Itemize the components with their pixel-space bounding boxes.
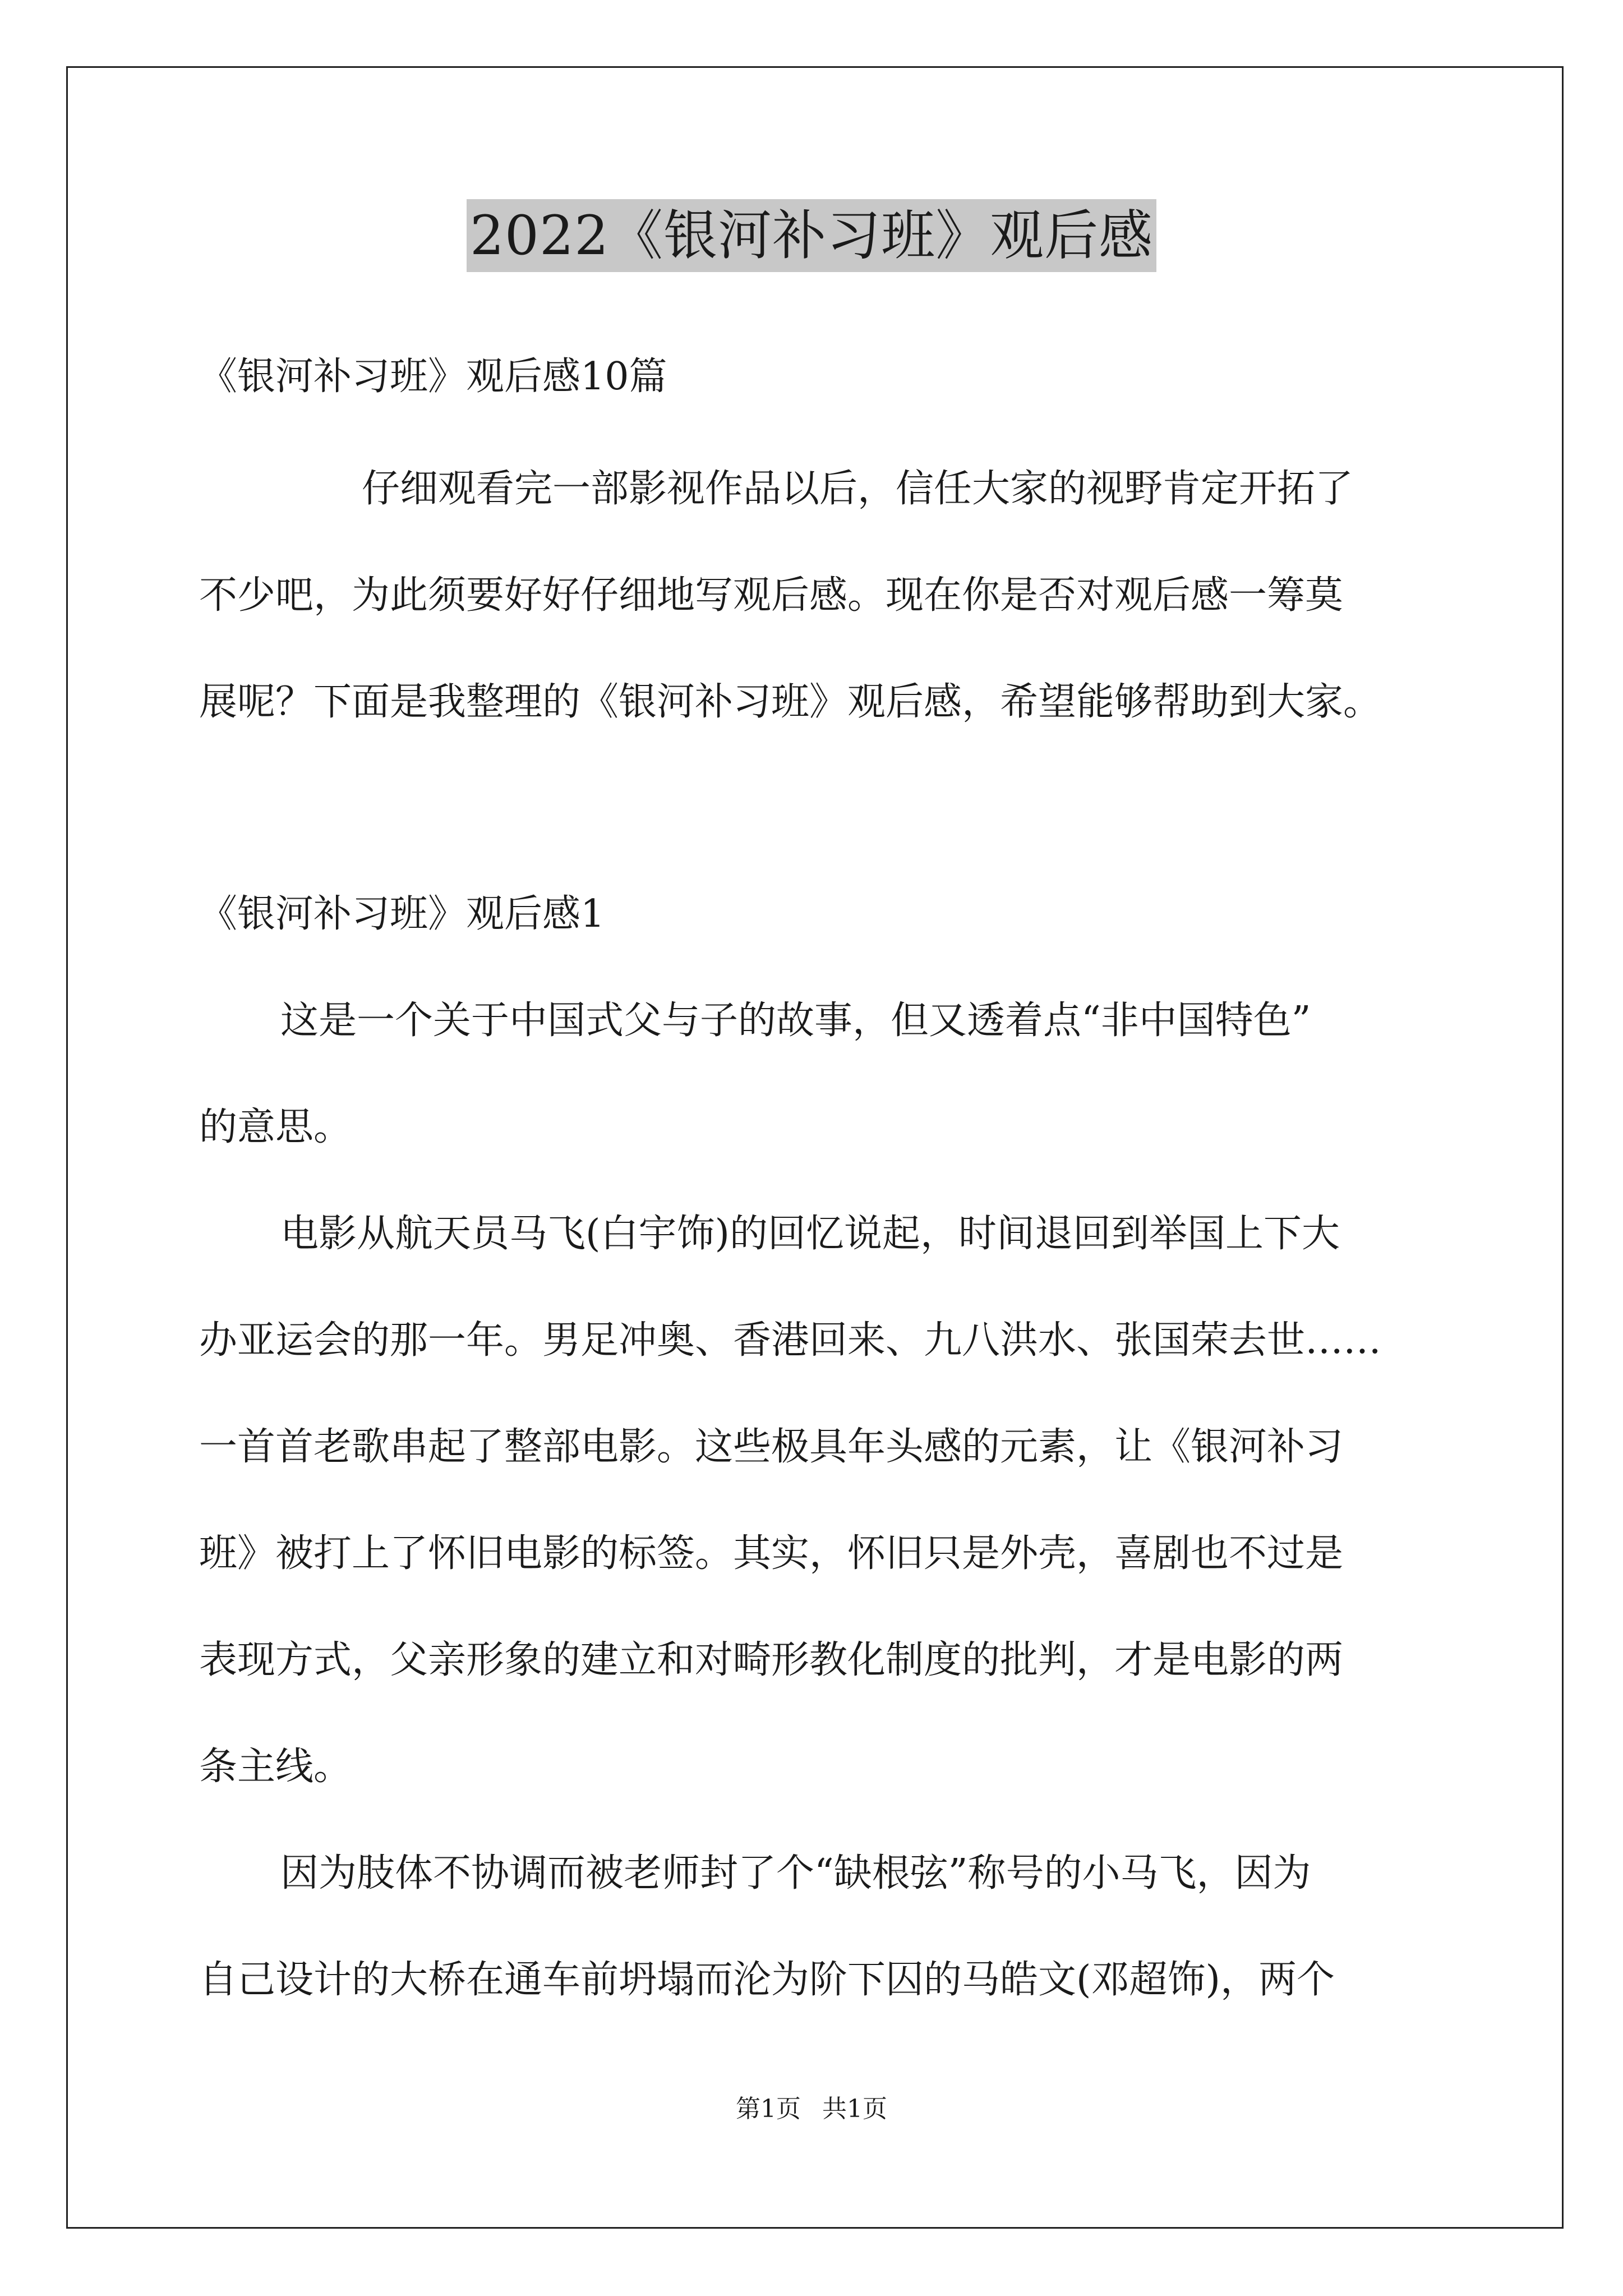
paragraph3-line-1: 因为肢体不协调而被老师封了个“缺根弦”称号的小马飞，因为 [280,1851,1311,1895]
paragraph3-line-2: 自己设计的大桥在通车前坍塌而沦为阶下囚的马皓文(邓超饰)，两个 [199,1958,1335,2002]
page-footer [0,2092,1623,2126]
section-heading: 《银河补习班》观后感1 [199,892,605,936]
subtitle: 《银河补习班》观后感10篇 [199,355,667,399]
paragraph2-line-1: 电影从航天员马飞(白宇饰)的回忆说起，时间退回到举国上下大 [280,1212,1340,1256]
paragraph1-line-1: 这是一个关于中国式父与子的故事，但又透着点“非中国特色” [280,999,1311,1043]
paragraph2-line-4: 班》被打上了怀旧电影的标签。其实，怀旧只是外壳，喜剧也不过是 [199,1531,1344,1576]
document-title: 2022《银河补习班》观后感 [467,199,1156,272]
intro-line-3: 展呢？下面是我整理的《银河补习班》观后感，希望能够帮助到大家。 [199,680,1382,724]
title-container [0,199,1623,272]
paragraph2-line-5: 表现方式，父亲形象的建立和对畸形教化制度的批判，才是电影的两 [199,1638,1344,1682]
paragraph2-line-2: 办亚运会的那一年。男足冲奥、香港回来、九八洪水、张国荣去世…… [199,1318,1382,1363]
intro-line-2: 不少吧，为此须要好好仔细地写观后感。现在你是否对观后感一筹莫 [199,573,1344,618]
intro-line-1: 仔细观看完一部影视作品以后，信任大家的视野肯定开拓了 [362,467,1354,511]
paragraph2-line-3: 一首首老歌串起了整部电影。这些极具年头感的元素，让《银河补习 [199,1425,1344,1469]
paragraph2-line-6: 条主线。 [199,1745,352,1789]
page-number: 第1页 [736,2095,801,2123]
page-total: 共1页 [822,2095,887,2123]
paragraph1-line-2: 的意思。 [199,1105,352,1149]
